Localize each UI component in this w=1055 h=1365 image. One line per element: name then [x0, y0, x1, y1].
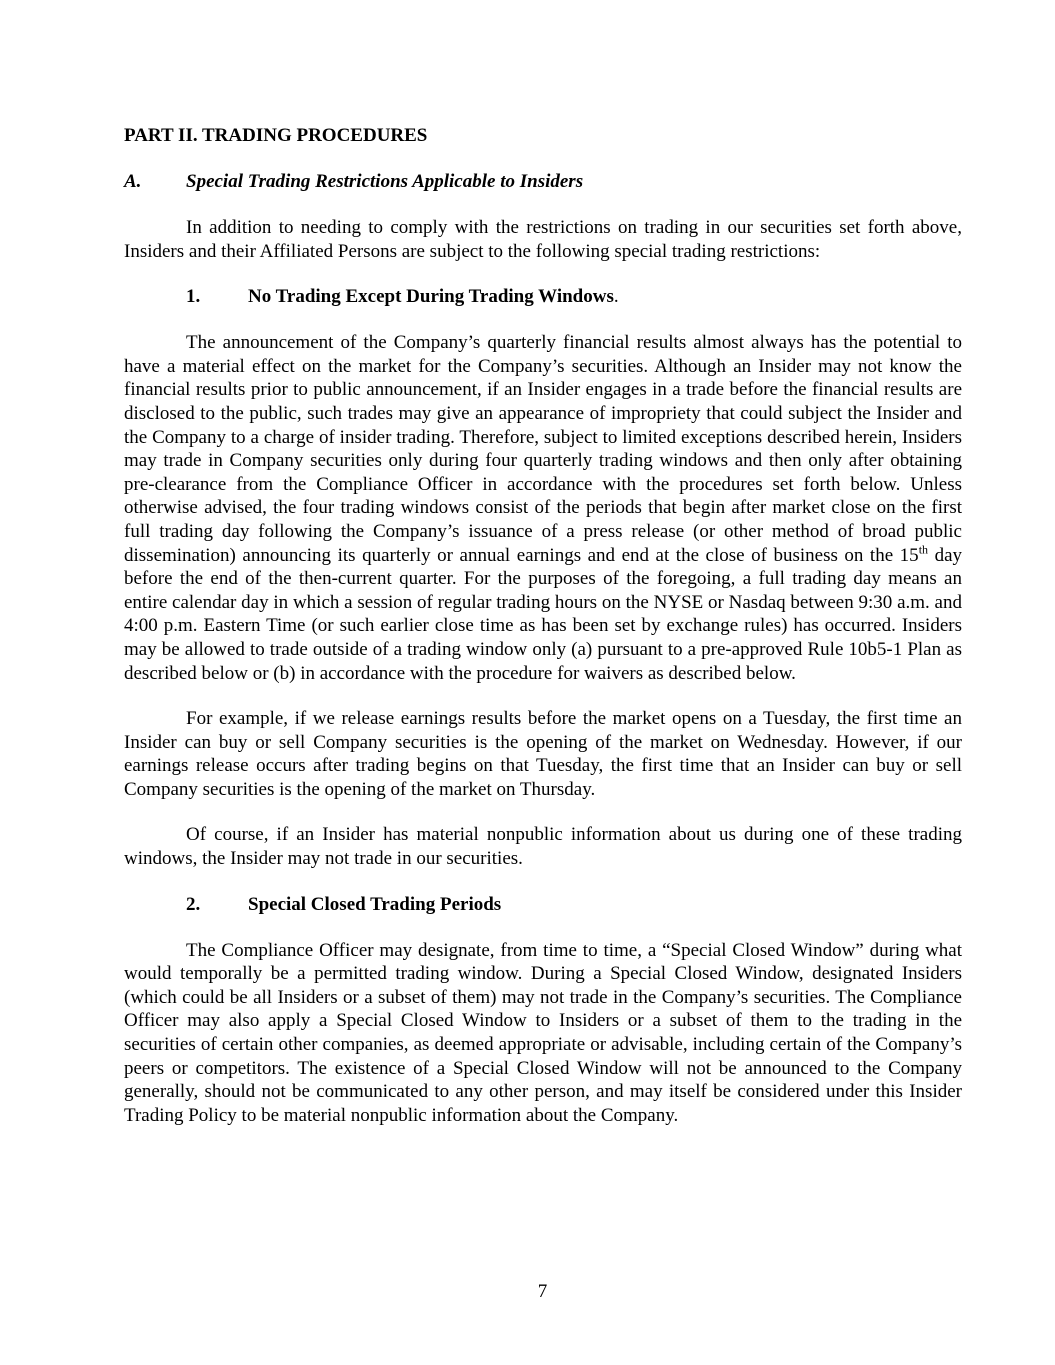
sub1-p1-text-a: The announcement of the Company’s quarterly financial results almost always has the potential to have a material effect on the market for the Company’s securities. Although an Insider may not know the financial results prior to public announcement, if an Insider engages in a trade before the financial results are disclosed to the public, such trades may give an appearance of impropriety that could subject the Insider and the Company to a charge of insider trading. Therefore, subject to limited exceptions described herein, Insiders may trade in Company securities only during four quarterly trading windows and then only after obtaining pre-clearance from the Compliance Officer in accordance with the procedures set forth below. Unless otherwise advised, the four trading windows consist of the periods that begin after market close on the first full trading day following the Company’s issuance of a press release (or other method of broad public dissemination) announcing its quarterly or annual earnings and end at the close of business on the 15	[124, 332, 962, 566]
sub2-paragraph-1: The Compliance Officer may designate, from time to time, a “Special Closed Window” during what would temporally be a permitted trading window. During a Special Closed Window, designated Insiders (which could be all Insiders or a subset of them) may not trade in the Company’s securities. The Compliance Officer may also apply a Special Closed Window to Insiders or a subset of them to the trading in the securities of certain other companies, as deemed appropriate or advisable, including certain of the Company’s peers or competitors. The existence of a Special Closed Window will not be announced to the Company generally, should not be communicated to any other person, and may itself be considered under this Insider Trading Policy to be material nonpublic information about the Company.	[124, 939, 962, 1126]
sub1-title: No Trading Except During Trading Windows	[248, 286, 614, 308]
page-number: 7	[537, 1281, 548, 1302]
section-a-intro-paragraph: In addition to needing to comply with the restrictions on trading in our securities set forth above, Insiders and their Affiliated Persons are subject to the following special trading restrictions:	[124, 217, 962, 262]
section-a-number: A.	[124, 171, 142, 192]
section-a-heading	[124, 170, 962, 194]
part-title: PART II. TRADING PROCEDURES	[124, 125, 428, 146]
sub1-paragraph-3: Of course, if an Insider has material nonpublic information about us during one of these trading windows, the Insider may not trade in our securities.	[124, 824, 962, 870]
sub1-p1-text-b: day before the end of the then-current quarter. For the purposes of the foregoing, a full trading day means an entire calendar day in which a session of regular trading hours on the NYSE or Nasdaq between 9:30 a.m. and 4:00 p.m. Eastern Time (or such earlier close time as has been set by exchange rules) has occurred. Insiders may be allowed to trade outside of a trading window only (a) pursuant to a pre-approved Rule 10b5-1 Plan as described below or (b) in accordance with the procedure for waivers as described below.	[124, 544, 962, 684]
sub1-p1-superscript: th	[918, 542, 929, 557]
sub1-heading	[186, 285, 962, 309]
section-a-title: Special Trading Restrictions Applicable to Insiders	[186, 171, 584, 192]
sub2-heading	[186, 893, 962, 917]
sub1-paragraph-1	[124, 331, 962, 685]
sub2-number: 2.	[186, 893, 201, 915]
sub1-title-period: .	[613, 286, 619, 308]
sub1-number: 1.	[186, 286, 201, 308]
sub2-title: Special Closed Trading Periods	[248, 893, 502, 915]
sub1-paragraph-2: For example, if we release earnings results before the market opens on a Tuesday, the first time an Insider can buy or sell Company securities is the opening of the market on Wednesday. However, if our earnings release occurs after trading begins on that Tuesday, the first time that an Insider can buy or sell Company securities is the opening of the market on Thursday.	[124, 708, 962, 800]
